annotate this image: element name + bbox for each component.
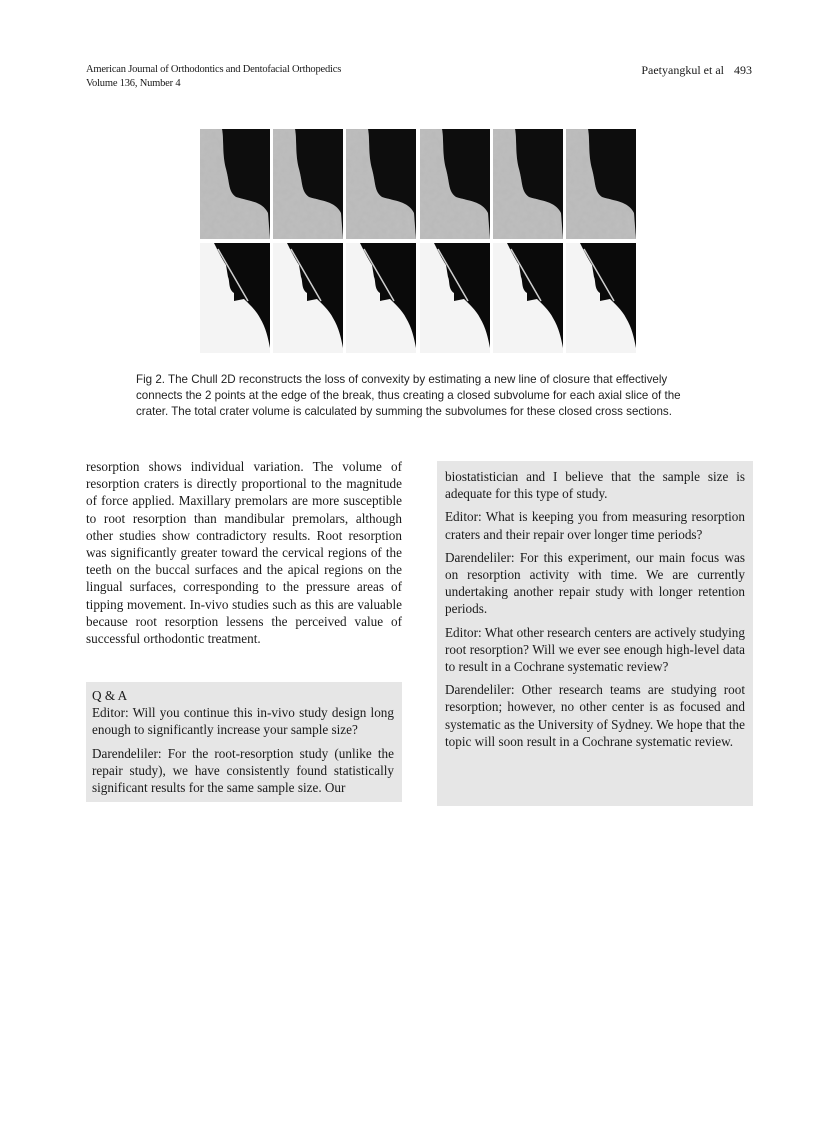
qa-box-left: [86, 682, 402, 802]
page-number: 493: [734, 63, 752, 77]
body-paragraph-left: resorption shows individual variation. The volume of resorption craters is directly proportional to the magnitude of force applied. Maxillary premolars are more susceptible to root resorption than mandibular premolars, although other studies show contradictory results. Root resorption was significantly greater toward the cervical regions of the teeth on the buccal surfaces and the apical regions on the lingual surfaces, corresponding to the pressure areas of tipping movement. In-vivo studies such as this are valuable because root resorption lessens the perceived value of successful orthodontic treatment.: [86, 459, 402, 647]
qa-paragraph: Darendeliler: Other research teams are studying root resorption; however, no other center is as focused and systematic as the University of Sydney. We hope that the topic will soon result in a Cochrane systematic review.: [445, 682, 745, 749]
qa-paragraph: Editor: Will you continue this in-vivo study design long enough to significantly increase your sample size?: [92, 705, 394, 738]
qa-paragraph: biostatistician and I believe that the sample size is adequate for this type of study.: [445, 469, 745, 502]
running-header-journal: [86, 63, 341, 91]
journal-title: American Journal of Orthodontics and Dentofacial Orthopedics: [86, 64, 342, 75]
figure-2-images: [200, 129, 638, 353]
figure-image-grid: [200, 129, 638, 353]
qa-heading: Q & A: [92, 688, 128, 703]
top-row-grayscale: [200, 129, 636, 239]
running-header-right: [641, 63, 752, 77]
author-names: Paetyangkul et al: [641, 63, 724, 77]
figure-caption: Fig 2. The Chull 2D reconstructs the loss of convexity by estimating a new line of closure that effectively connects the 2 points at the edge of the break, thus creating a closed subvolume for each axial slice of the crater. The total crater volume is calculated by summing the subvolumes for these closed cross sections.: [136, 373, 681, 418]
qa-paragraph: Editor: What other research centers are actively studying root resorption? Will we ever see enough high-level data to result in a Cochrane systematic review?: [445, 624, 745, 675]
qa-paragraph: Darendeliler: For the root-resorption study (unlike the repair study), we have consistently found statistically significant results for the same sample size. Our: [92, 745, 394, 796]
bottom-row-binary: [200, 243, 636, 353]
qa-paragraph: Darendeliler: For this experiment, our main focus was on resorption activity with time. We are currently undertaking another repair study with longer retention periods.: [445, 549, 745, 617]
qa-paragraph: Editor: What is keeping you from measuring resorption craters and their repair over longer time periods?: [445, 509, 745, 542]
qa-box-right: [437, 461, 753, 806]
journal-volume: Volume 136, Number 4: [86, 78, 181, 89]
